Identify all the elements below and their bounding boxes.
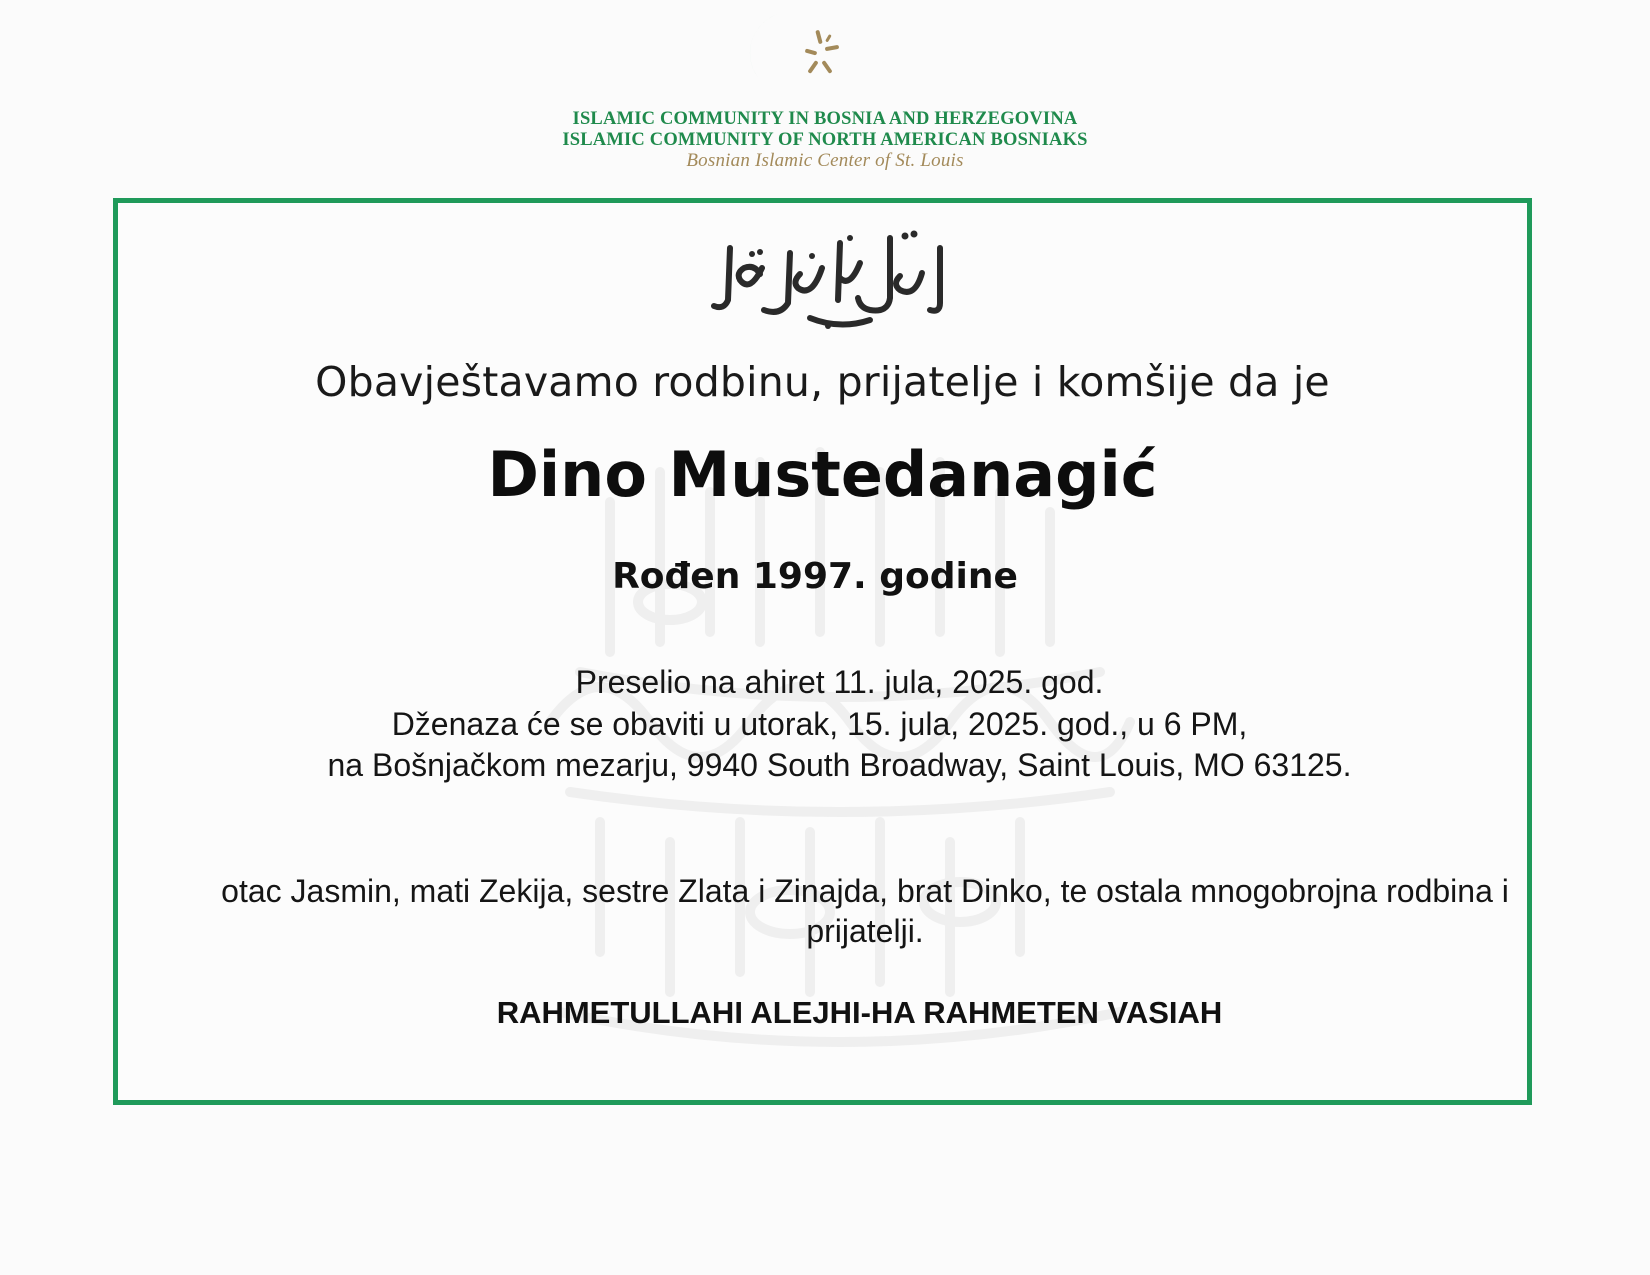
org-name-north-america: ISLAMIC COMMUNITY OF NORTH AMERICAN BOSNIAKS (562, 130, 1088, 150)
org-center-name: Bosnian Islamic Center of St. Louis (686, 150, 964, 171)
arabic-calligraphy-icon (700, 218, 970, 338)
passing-date: Preselio na ahiret 11. jula, 2025. god. (575, 664, 1104, 700)
deceased-name: Dino Mustedanagić (487, 438, 1158, 511)
crescent-star-logo-icon (745, 8, 865, 98)
closing-prayer: RAHMETULLAHI ALEJHI-HA RAHMETEN VASIAH (496, 995, 1223, 1030)
org-name-bih: ISLAMIC COMMUNITY IN BOSNIA AND HERZEGOVINA (572, 109, 1078, 129)
family-mourners: otac Jasmin, mati Zekija, sestre Zlata i Zinajda, brat Dinko, te ostala mnogobrojna rodbina i prijatelji. (221, 873, 1509, 949)
birth-year: Rođen 1997. godine (612, 556, 1018, 597)
funeral-time: Dženaza će se obaviti u utorak, 15. jula, 2025. god., u 6 PM, (391, 706, 1248, 742)
intro-text: Obavještavamo rodbinu, prijatelje i komšije da je (315, 358, 1330, 406)
header (0, 0, 1650, 180)
funeral-location: na Bošnjačkom mezarju, 9940 South Broadway, Saint Louis, MO 63125. (327, 747, 1352, 783)
